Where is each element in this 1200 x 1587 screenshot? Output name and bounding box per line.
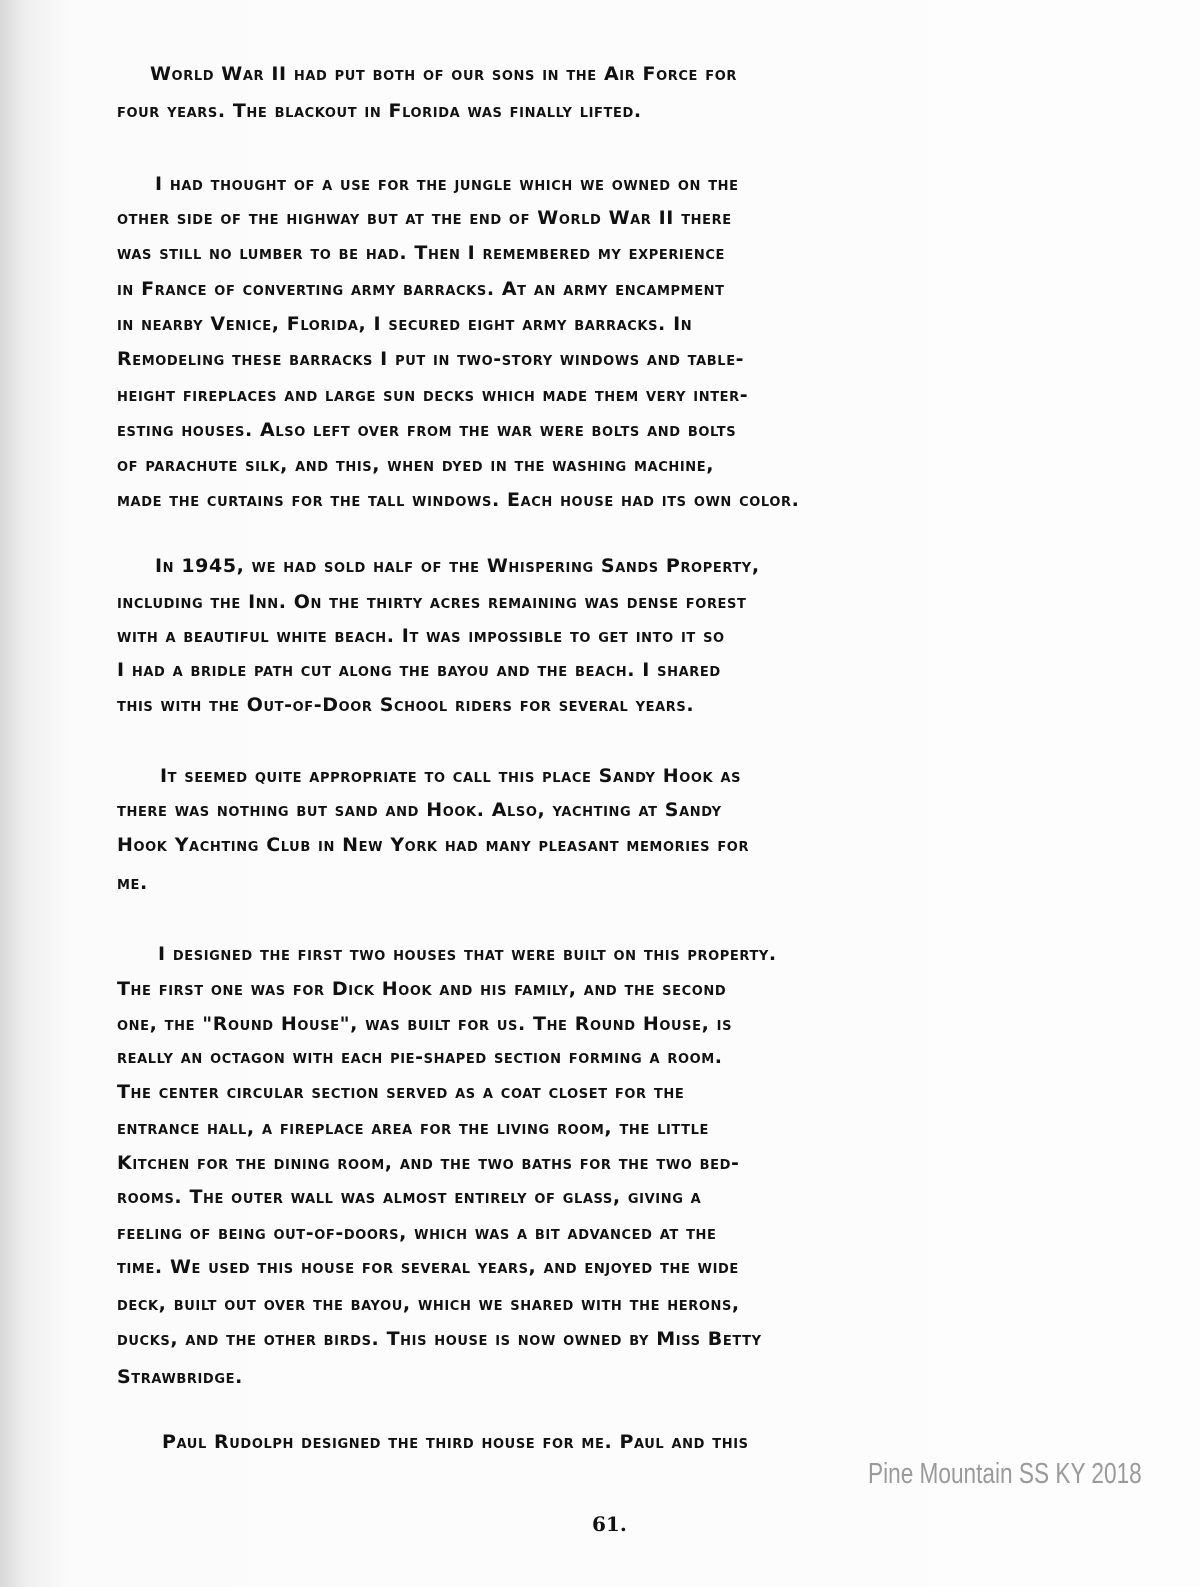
- text-line: I had thought of a use for the jungle which we owned on the: [155, 173, 739, 195]
- text-line: feeling of being out-of-doors, which was a bit advanced at the: [117, 1222, 717, 1244]
- watermark: Pine Mountain SS KY 2018: [868, 1458, 1142, 1490]
- text-line: time. We used this house for several years, and enjoyed the wide: [117, 1256, 739, 1278]
- text-line: I had a bridle path cut along the bayou and the beach. I shared: [117, 659, 721, 681]
- text-line: entrance hall, a fireplace area for the living room, the little: [117, 1117, 710, 1139]
- text-line: deck, built out over the bayou, which we shared with the herons,: [117, 1293, 740, 1315]
- text-line: In 1945, we had sold half of the Whispering Sands Property,: [155, 555, 760, 577]
- text-line: this with the Out-of-Door School riders for several years.: [117, 694, 695, 716]
- text-line: other side of the highway but at the end of World War II there: [117, 207, 732, 229]
- text-line: Hook Yachting Club in New York had many pleasant memories for: [117, 834, 750, 856]
- text-line: there was nothing but sand and Hook. Also, yachting at Sandy: [117, 799, 722, 821]
- text-line: four years. The blackout in Florida was finally lifted.: [117, 100, 642, 122]
- text-line: me.: [117, 872, 148, 894]
- text-line: one, the "Round House", was built for us. The Round House, is: [117, 1013, 733, 1035]
- text-line: really an octagon with each pie-shaped section forming a room.: [117, 1046, 723, 1068]
- text-line: Strawbridge.: [117, 1366, 243, 1388]
- text-line: The first one was for Dick Hook and his family, and the second: [117, 978, 727, 1000]
- text-line: It seemed quite appropriate to call this place Sandy Hook as: [160, 765, 742, 787]
- text-line: esting houses. Also left over from the war were bolts and bolts: [117, 419, 737, 441]
- text-line: made the curtains for the tall windows. Each house had its own color.: [117, 489, 800, 511]
- text-line: with a beautiful white beach. It was impossible to get into it so: [117, 625, 725, 647]
- page-number: 61.: [592, 1512, 627, 1536]
- text-line: including the Inn. On the thirty acres remaining was dense forest: [117, 591, 747, 613]
- text-line: World War II had put both of our sons in the Air Force for: [150, 63, 737, 85]
- text-line: rooms. The outer wall was almost entirely of glass, giving a: [117, 1186, 702, 1208]
- text-line: in France of converting army barracks. At an army encampment: [117, 278, 725, 300]
- text-line: ducks, and the other birds. This house is now owned by Miss Betty: [117, 1328, 762, 1350]
- text-line: Remodeling these barracks I put in two-story windows and table-: [117, 348, 745, 370]
- text-line: The center circular section served as a coat closet for the: [117, 1081, 685, 1103]
- text-line: was still no lumber to be had. Then I remembered my experience: [117, 242, 725, 264]
- text-line: in nearby Venice, Florida, I secured eight army barracks. In: [117, 313, 693, 335]
- text-line: Paul Rudolph designed the third house for me. Paul and this: [162, 1431, 749, 1453]
- text-line: Kitchen for the dining room, and the two baths for the two bed-: [117, 1152, 740, 1174]
- text-line: height fireplaces and large sun decks which made them very inter-: [117, 384, 749, 406]
- text-line: of parachute silk, and this, when dyed in the washing machine,: [117, 454, 715, 476]
- text-line: I designed the first two houses that were built on this property.: [158, 943, 777, 965]
